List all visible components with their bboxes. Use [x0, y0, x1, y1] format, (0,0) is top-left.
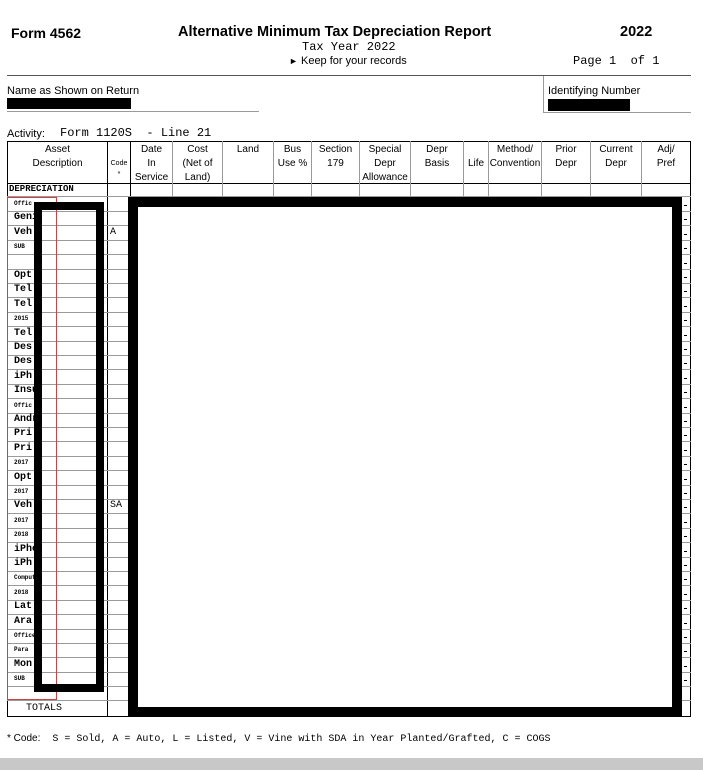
- activity-label: Activity:: [7, 128, 45, 140]
- row-dot: [684, 349, 687, 350]
- col-depr-basis: Depr Basis: [424, 144, 450, 169]
- row-dot: [684, 248, 687, 249]
- window-status-bar: [0, 758, 703, 770]
- row-dot: [684, 320, 687, 321]
- name-underline: [7, 111, 259, 112]
- name-label: Name as Shown on Return: [7, 85, 140, 97]
- row-dot: [684, 493, 687, 494]
- asset-description: Offic: [14, 402, 33, 409]
- col-cost: Cost (Net of Land): [182, 144, 213, 183]
- row-dot: [684, 479, 687, 480]
- report-year: 2022: [620, 24, 653, 40]
- row-dot: [684, 277, 687, 278]
- col-land: Land: [236, 144, 260, 155]
- row-dot: [684, 536, 687, 537]
- row-dot: [684, 594, 687, 595]
- asset-description: iPh: [14, 558, 33, 569]
- asset-description: Tel: [14, 284, 33, 295]
- col-life: Life: [467, 158, 485, 169]
- row-dot: [684, 435, 687, 436]
- row-dot: [684, 263, 687, 264]
- col-bus-use: Bus Use %: [277, 144, 308, 169]
- row-dot: [684, 579, 687, 580]
- name-redaction: [7, 98, 131, 109]
- asset-description: Office: [14, 632, 36, 639]
- asset-description: 2018: [14, 531, 29, 538]
- asset-description: 2015: [14, 315, 29, 322]
- asset-description: 2018: [14, 589, 29, 596]
- row-dot: [684, 637, 687, 638]
- asset-description: Des: [14, 342, 33, 353]
- row-dot: [684, 306, 687, 307]
- id-underline: [543, 112, 691, 113]
- report-title: Alternative Minimum Tax Depreciation Report: [178, 24, 492, 40]
- row-dot: [684, 623, 687, 624]
- col-current-depr: Current Depr: [599, 144, 633, 169]
- asset-description: Lat: [14, 601, 33, 612]
- row-dot: [684, 608, 687, 609]
- code-legend-text: S = Sold, A = Auto, L = Listed, V = Vine with SDA in Year Planted/Grafted, C = COGS: [52, 734, 551, 745]
- header-rule: [7, 75, 691, 76]
- col-code: Code *: [110, 160, 128, 178]
- table-header-bottom: [7, 183, 691, 184]
- id-divider: [543, 76, 544, 112]
- asset-description: Opt: [14, 472, 33, 483]
- redaction-frame-left: [34, 202, 104, 692]
- asset-description: Andr: [14, 414, 39, 425]
- col-asset-description: Asset Description: [32, 144, 83, 169]
- col-special-depr: Special Depr Allowance: [362, 144, 408, 183]
- col-date-in-service: Date In Service: [134, 144, 169, 183]
- arrow-right-icon: ►: [289, 56, 298, 66]
- col-method: Method/ Convention: [489, 144, 541, 169]
- asset-code: SA: [110, 500, 123, 511]
- col-prior-depr: Prior Depr: [555, 144, 577, 169]
- redaction-frame-main: [128, 197, 682, 717]
- row-dot: [684, 234, 687, 235]
- asset-description: Ara: [14, 616, 33, 627]
- row-dot: [684, 680, 687, 681]
- row-dot: [684, 392, 687, 393]
- asset-description: iPho: [14, 544, 39, 555]
- table-top-border: [7, 141, 691, 142]
- row-dot: [684, 450, 687, 451]
- asset-description: 2017: [14, 517, 29, 524]
- section-label-depreciation: DEPRECIATION: [9, 184, 74, 194]
- asset-description: Comput: [14, 574, 36, 581]
- row-dot: [684, 551, 687, 552]
- col-sep: [107, 141, 108, 717]
- tax-year: Tax Year 2022: [302, 40, 396, 54]
- asset-description: Para: [14, 646, 29, 653]
- asset-description: Mon: [14, 659, 33, 670]
- asset-description: 2017: [14, 488, 29, 495]
- col-adj-pref: Adj/ Pref: [656, 144, 676, 169]
- asset-description: Opt: [14, 270, 33, 281]
- asset-description: Tel: [14, 299, 33, 310]
- row-dot: [684, 464, 687, 465]
- keep-note-text: Keep for your records: [300, 55, 407, 67]
- asset-description: Pri: [14, 428, 33, 439]
- asset-description: Insu: [14, 385, 39, 396]
- asset-description: Tel: [14, 328, 33, 339]
- asset-description: Pri: [14, 443, 33, 454]
- id-redaction: [548, 99, 630, 111]
- row-dot: [684, 291, 687, 292]
- row-dot: [684, 378, 687, 379]
- asset-description: Geni: [14, 212, 39, 223]
- row-dot: [684, 565, 687, 566]
- asset-description: iPh: [14, 371, 33, 382]
- form-number: Form 4562: [11, 25, 82, 41]
- code-legend-label: * Code:: [7, 733, 41, 744]
- activity-value: Form 1120S - Line 21: [60, 126, 212, 140]
- row-dot: [684, 666, 687, 667]
- row-dot: [684, 363, 687, 364]
- code-legend: [7, 733, 550, 745]
- asset-description: Veh: [14, 227, 33, 238]
- asset-description: Des: [14, 356, 33, 367]
- row-dot: [684, 421, 687, 422]
- asset-description: Veh: [14, 500, 33, 511]
- table-right-border: [690, 141, 691, 717]
- asset-code: A: [110, 227, 117, 238]
- row-dot: [684, 407, 687, 408]
- asset-description: SUB: [14, 675, 25, 682]
- row-dot: [684, 507, 687, 508]
- id-label: Identifying Number: [548, 85, 641, 97]
- keep-note: [289, 55, 407, 67]
- asset-description: SUB: [14, 243, 25, 250]
- col-section-179: Section 179: [318, 144, 353, 169]
- totals-label: TOTALS: [26, 703, 63, 714]
- asset-description: 2017: [14, 459, 29, 466]
- row-dot: [684, 219, 687, 220]
- row-dot: [684, 651, 687, 652]
- row-dot: [684, 205, 687, 206]
- asset-description: Offic: [14, 200, 33, 207]
- page-number: Page 1 of 1: [573, 54, 660, 68]
- row-dot: [684, 335, 687, 336]
- row-dot: [684, 522, 687, 523]
